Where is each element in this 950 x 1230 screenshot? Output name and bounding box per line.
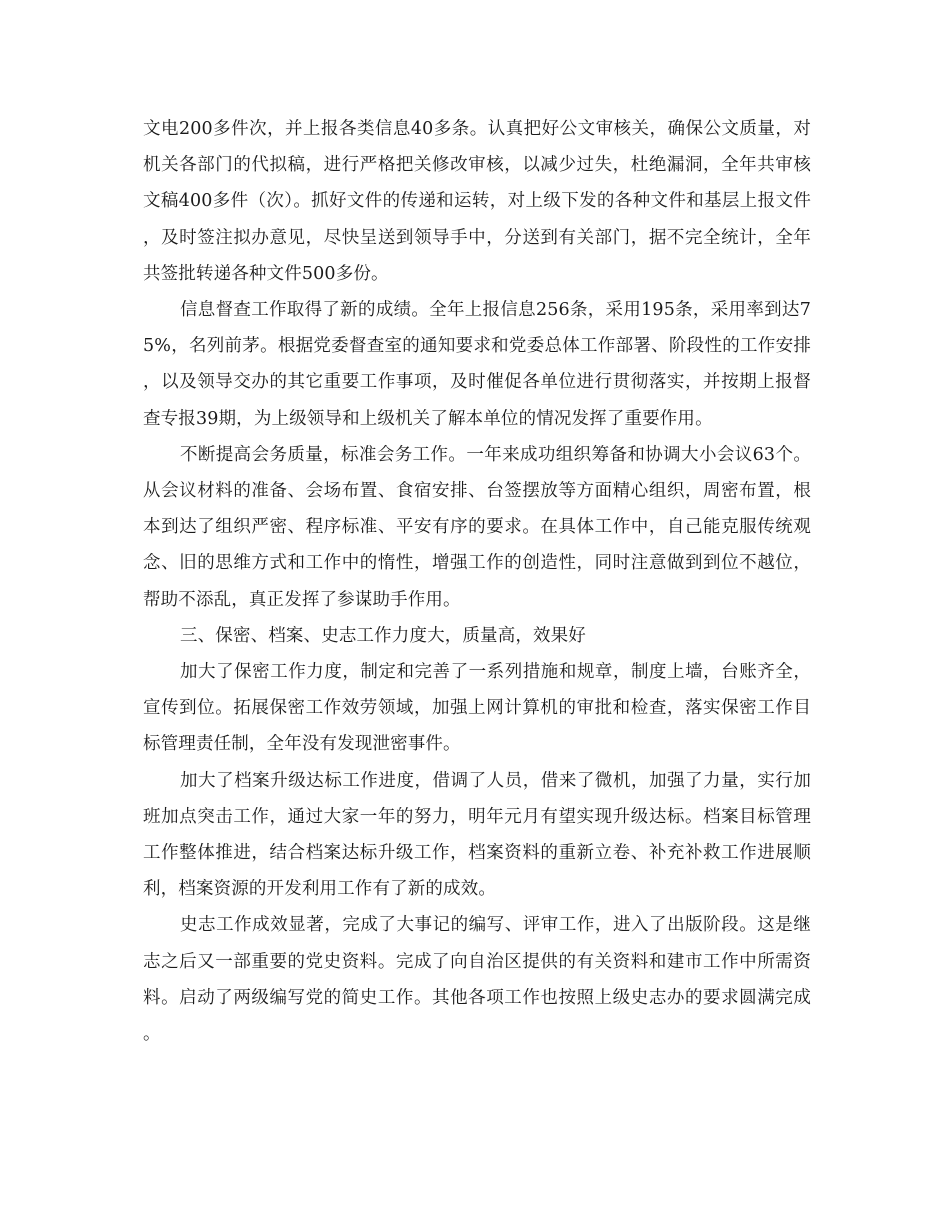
- paragraph-archives-work: 加大了档案升级达标工作进度，借调了人员，借来了微机，加强了力量，实行加班加点突击工作，通过大家一年的努力，明年元月有望实现升级达标。档案目标管理工作整体推进，结合档案达标升级工作，档案资料的重新立卷、补充补救工作进展顺利，档案资源的开发利用工作有了新的成效。: [143, 770, 811, 900]
- section-heading-confidentiality-archives: 三、保密、档案、史志工作力度大，质量高，效果好: [180, 625, 586, 646]
- paragraph-meeting-affairs: 不断提高会务质量，标准会务工作。一年来成功组织筹备和协调大小会议63个。从会议材料的准备、会场布置、食宿安排、台签摆放等方面精心组织，周密布置，根本到达了组织严密、程序标准、平安有序的要求。在具体工作中，自己能克服传统观念、旧的思维方式和工作中的惰性，增强工作的创造性，同时注意做到到位不越位，帮助不添乱，真正发挥了参谋助手作用。: [143, 444, 811, 610]
- paragraph-document-records: 文电200多件次，并上报各类信息40多条。认真把好公文审核关，确保公文质量，对机关各部门的代拟稿，进行严格把关修改审核，以减少过失，杜绝漏洞，全年共审核文稿400多件（次）。抓好文件的传递和运转，对上级下发的各种文件和基层上报文件，及时签注拟办意见，尽快呈送到领导手中，分送到有关部门，据不完全统计，全年共签批转递各种文件500多份。: [143, 119, 811, 284]
- paragraph-information-supervision: 信息督查工作取得了新的成绩。全年上报信息256条，采用195条，采用率到达75%，名列前茅。根据党委督查室的通知要求和党委总体工作部署、阶段性的工作安排，以及领导交办的其它重要工作事项，及时催促各单位进行贯彻落实，并按期上报督查专报39期，为上级领导和上级机关了解本单位的情况发挥了重要作用。: [143, 300, 811, 429]
- document-body: [143, 111, 811, 1052]
- paragraph-history-annals-work: 史志工作成效显著，完成了大事记的编写、评审工作，进入了出版阶段。这是继志之后又一部重要的党史资料。完成了向自治区提供的有关资料和建市工作中所需资料。启动了两级编写党的简史工作。其他各项工作也按照上级史志办的要求圆满完成。: [143, 915, 811, 1045]
- paragraph-confidentiality-work: 加大了保密工作力度，制定和完善了一系列措施和规章，制度上墙，台账齐全，宣传到位。拓展保密工作效劳领域，加强上网计算机的审批和检查，落实保密工作目标管理责任制，全年没有发现泄密事件。: [143, 662, 811, 755]
